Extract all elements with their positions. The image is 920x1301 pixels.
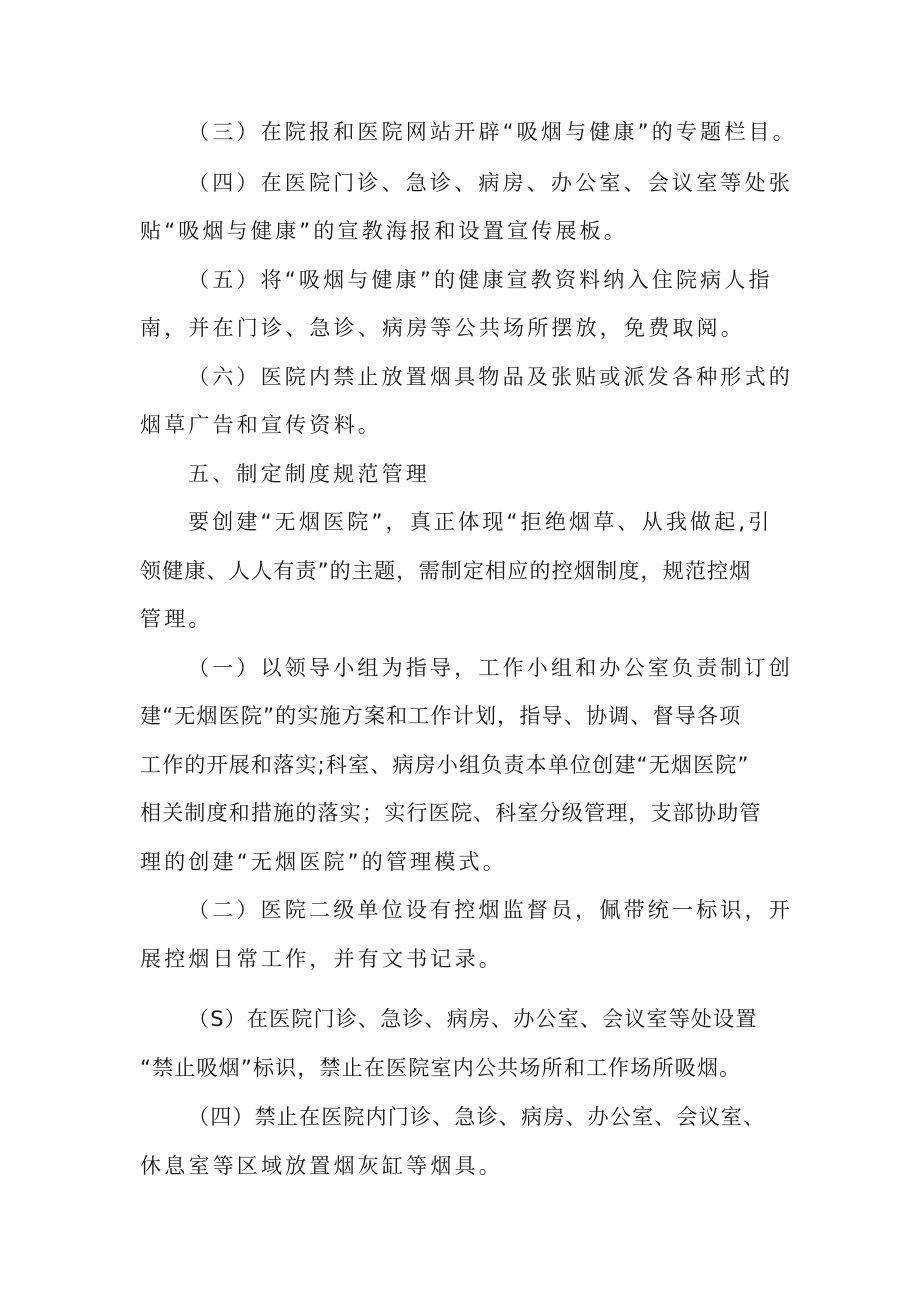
text-line: （三）在院报和医院网站开辟“吸烟与健康”的专题栏目。	[188, 120, 797, 144]
text-line: （S）在医院门诊、急诊、病房、办公室、会议室等处设置	[188, 1007, 758, 1031]
text-line: “禁止吸烟”标识，禁止在医院室内公共场所和工作场所吸烟。	[140, 1056, 742, 1080]
text-line: 展控烟日常工作，并有文书记录。	[140, 947, 503, 971]
text-line: 领健康、人人有责”的主题，需制定相应的控烟制度，规范控烟	[140, 559, 752, 583]
text-line: （二）医院二级单位设有控烟监督员，佩带统一标识，开	[188, 898, 793, 922]
text-line: 理的创建“无烟医院”的管理模式。	[140, 850, 507, 874]
text-line: 工作的开展和落实;科室、病房小组负责本单位创建“无烟医院”	[140, 753, 750, 777]
text-line: （六）医院内禁止放置烟具物品及张贴或派发各种形式的	[188, 365, 793, 389]
text-line: （五）将“吸烟与健康”的健康宣教资料纳入住院病人指	[188, 268, 773, 292]
text-line: 休息室等区域放置烟灰缸等烟具。	[140, 1154, 503, 1178]
text-line: 管理。	[140, 607, 213, 631]
text-line: 贴“吸烟与健康”的宣教海报和设置宣传展板。	[140, 219, 628, 243]
text-line: 南，并在门诊、急诊、病房等公共场所摆放，免费取阅。	[140, 316, 745, 340]
text-line: 相关制度和措施的落实；实行医院、科室分级管理，支部协助管	[140, 801, 762, 825]
text-line: （一）以领导小组为指导，工作小组和办公室负责制订创	[188, 656, 793, 680]
text-line: 要创建“无烟医院”，真正体现“拒绝烟草、从我做起,引	[188, 510, 773, 534]
text-line: （四）在医院门诊、急诊、病房、办公室、会议室等处张	[188, 171, 793, 195]
text-line: 烟草广告和宣传资料。	[140, 413, 382, 437]
section-heading: 五、制定制度规范管理	[188, 462, 430, 486]
text-line: 建“无烟医院”的实施方案和工作计划，指导、协调、督导各项	[140, 704, 742, 728]
text-line: （四）禁止在医院内门诊、急诊、病房、办公室、会议室、	[188, 1105, 766, 1129]
